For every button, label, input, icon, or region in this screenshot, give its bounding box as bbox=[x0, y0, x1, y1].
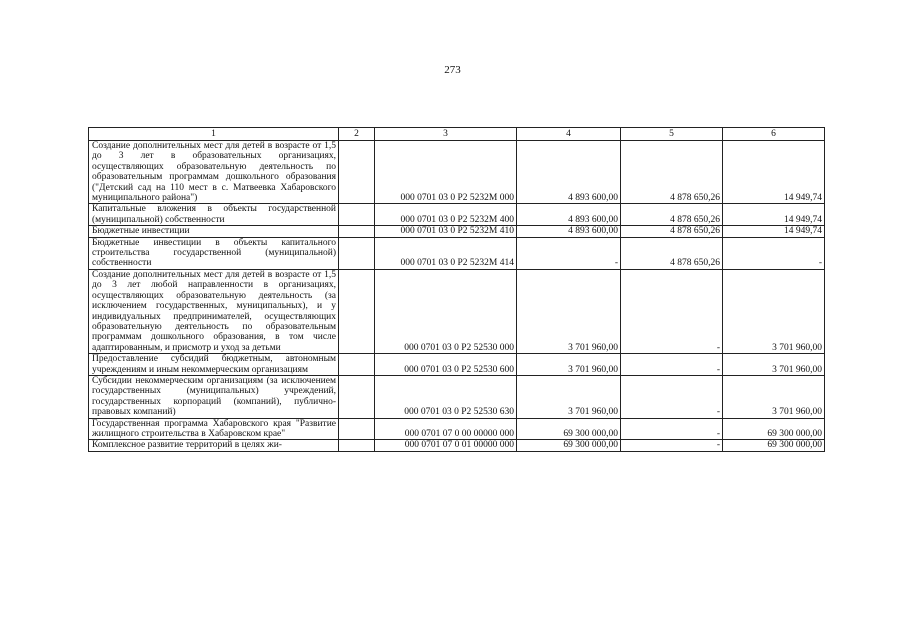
table-row bbox=[89, 418, 825, 440]
column-header-5: 5 bbox=[621, 128, 723, 141]
table-row bbox=[89, 375, 825, 418]
table-header-row bbox=[89, 128, 825, 141]
row-name-cell: Комплексное развитие территорий в целях жи- bbox=[89, 440, 339, 451]
column-header-2: 2 bbox=[339, 128, 375, 141]
row-code-cell: 000 0701 03 0 P2 5232M 400 bbox=[375, 204, 517, 226]
row-value-col5: - bbox=[621, 375, 723, 418]
row-code-cell: 000 0701 03 0 P2 5232M 000 bbox=[375, 141, 517, 204]
row-value-col4: - bbox=[517, 237, 621, 269]
row-value-col4: 69 300 000,00 bbox=[517, 440, 621, 451]
row-value-col4: 3 701 960,00 bbox=[517, 375, 621, 418]
column-header-3: 3 bbox=[375, 128, 517, 141]
row-col2-cell bbox=[339, 141, 375, 204]
row-value-col6: - bbox=[723, 237, 825, 269]
row-value-col4: 4 893 600,00 bbox=[517, 226, 621, 237]
row-value-col6: 3 701 960,00 bbox=[723, 375, 825, 418]
row-name-cell: Бюджетные инвестиции bbox=[89, 226, 339, 237]
row-value-col6: 69 300 000,00 bbox=[723, 418, 825, 440]
column-header-1: 1 bbox=[89, 128, 339, 141]
row-name-cell: Капитальные вложения в объекты государственной (муниципальной) собственности bbox=[89, 204, 339, 226]
row-value-col4: 4 893 600,00 bbox=[517, 204, 621, 226]
row-code-cell: 000 0701 03 0 P2 52530 600 bbox=[375, 354, 517, 376]
row-col2-cell bbox=[339, 418, 375, 440]
row-value-col5: - bbox=[621, 354, 723, 376]
row-name-cell: Предоставление субсидий бюджетным, автономным учреждениям и иным некоммерческим организациям bbox=[89, 354, 339, 376]
row-value-col6: 14 949,74 bbox=[723, 204, 825, 226]
row-value-col4: 3 701 960,00 bbox=[517, 354, 621, 376]
budget-table bbox=[88, 127, 825, 452]
column-header-6: 6 bbox=[723, 128, 825, 141]
row-value-col6: 14 949,74 bbox=[723, 141, 825, 204]
row-value-col6: 3 701 960,00 bbox=[723, 269, 825, 353]
row-name-cell: Бюджетные инвестиции в объекты капитального строительства государственной (муниципальной) собственности bbox=[89, 237, 339, 269]
row-value-col5: - bbox=[621, 418, 723, 440]
row-code-cell: 000 0701 03 0 P2 52530 000 bbox=[375, 269, 517, 353]
table-row bbox=[89, 204, 825, 226]
row-name-cell: Создание дополнительных мест для детей в возрасте от 1,5 до 3 лет любой направленности в организациях, осуществляющих образовательную деятельность (за исключением государственных, муниципальных), и у индивидуальных предпринимателей, осуществляющих образовательную деятельность по образовательным программам дошкольного образования, в том числе адаптированным, и присмотр и уход за детьми bbox=[89, 269, 339, 353]
page-number: 273 bbox=[444, 64, 461, 76]
row-code-cell: 000 0701 03 0 P2 5232M 410 bbox=[375, 226, 517, 237]
row-col2-cell bbox=[339, 204, 375, 226]
row-value-col5: - bbox=[621, 440, 723, 451]
row-value-col5: 4 878 650,26 bbox=[621, 141, 723, 204]
row-value-col5: 4 878 650,26 bbox=[621, 237, 723, 269]
row-code-cell: 000 0701 03 0 P2 5232M 414 bbox=[375, 237, 517, 269]
row-col2-cell bbox=[339, 226, 375, 237]
table-row bbox=[89, 269, 825, 353]
row-name-cell: Создание дополнительных мест для детей в возрасте от 1,5 до 3 лет в образовательных организациях, осуществляющих образовательную деятельность по образовательным программам дошкольного образования ("Детский сад на 110 мест в с. Матвеевка Хабаровского муниципального района") bbox=[89, 141, 339, 204]
row-name-cell: Субсидии некоммерческим организациям (за исключением государственных (муниципальных) учреждений, государственных корпораций (компаний), публично-правовых компаний) bbox=[89, 375, 339, 418]
table-row bbox=[89, 440, 825, 451]
table-row bbox=[89, 354, 825, 376]
row-value-col6: 69 300 000,00 bbox=[723, 440, 825, 451]
row-col2-cell bbox=[339, 440, 375, 451]
row-col2-cell bbox=[339, 269, 375, 353]
row-name-cell: Государственная программа Хабаровского края "Развитие жилищного строительства в Хабаровском крае" bbox=[89, 418, 339, 440]
table-row bbox=[89, 226, 825, 237]
row-code-cell: 000 0701 03 0 P2 52530 630 bbox=[375, 375, 517, 418]
row-value-col4: 4 893 600,00 bbox=[517, 141, 621, 204]
budget-table-body bbox=[89, 128, 825, 452]
row-code-cell: 000 0701 07 0 00 00000 000 bbox=[375, 418, 517, 440]
row-value-col5: 4 878 650,26 bbox=[621, 226, 723, 237]
row-col2-cell bbox=[339, 237, 375, 269]
table-row bbox=[89, 237, 825, 269]
row-value-col5: - bbox=[621, 269, 723, 353]
row-value-col5: 4 878 650,26 bbox=[621, 204, 723, 226]
row-code-cell: 000 0701 07 0 01 00000 000 bbox=[375, 440, 517, 451]
row-value-col6: 3 701 960,00 bbox=[723, 354, 825, 376]
row-value-col4: 3 701 960,00 bbox=[517, 269, 621, 353]
row-col2-cell bbox=[339, 354, 375, 376]
row-value-col6: 14 949,74 bbox=[723, 226, 825, 237]
row-value-col4: 69 300 000,00 bbox=[517, 418, 621, 440]
column-header-4: 4 bbox=[517, 128, 621, 141]
table-row bbox=[89, 141, 825, 204]
row-col2-cell bbox=[339, 375, 375, 418]
